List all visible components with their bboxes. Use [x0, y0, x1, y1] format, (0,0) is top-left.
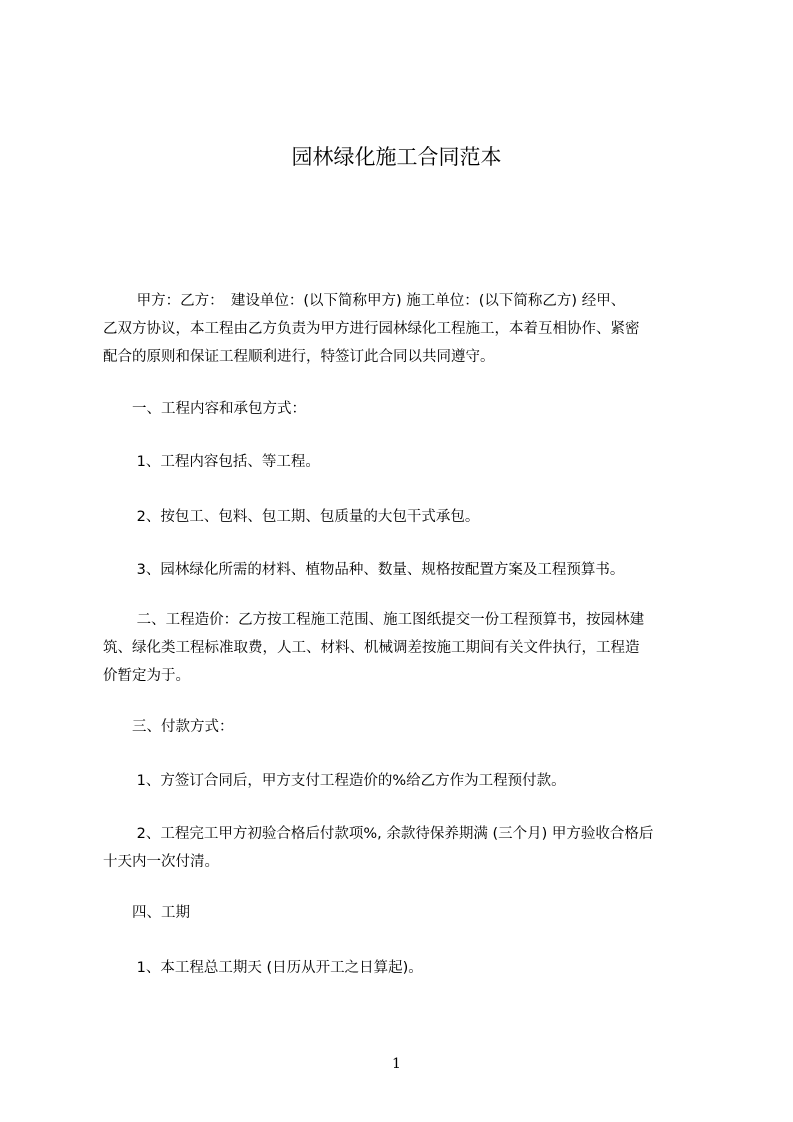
paragraph-line: 甲方：乙方： 建设单位：(以下简称甲方) 施工单位：(以下简称乙方) 经甲、 [103, 293, 626, 309]
paragraph-line: 二、工程造价：乙方按工程施工范围、施工图纸提交一份工程预算书，按园林建 [103, 612, 645, 628]
paragraph-line: 价暂定为于。 [103, 668, 190, 684]
clause-1-3 [103, 556, 713, 584]
clause-text: 1、工程内容包括、等工程。 [103, 454, 320, 470]
clause-1-2 [103, 503, 713, 531]
clause-3-2 [103, 820, 713, 876]
paragraph-parties [103, 287, 713, 371]
section-heading: 四、工期 [103, 905, 190, 921]
clause-text: 2、按包工、包料、包工期、包质量的大包干式承包。 [103, 509, 480, 525]
section-cost [103, 606, 713, 690]
clause-text: 1、本工程总工期天 (日历从开工之日算起)。 [103, 960, 423, 976]
document-title: 园林绿化施工合同范本 [291, 145, 502, 169]
clause-4-1 [103, 954, 713, 982]
paragraph-line: 2、工程完工甲方初验合格后付款项%, 余款待保养期满 (三个月) 甲方验收合格后 [103, 826, 654, 842]
page-number: 1 [392, 1056, 401, 1072]
section-heading-schedule [103, 899, 713, 927]
paragraph-line: 配合的原则和保证工程顺利进行，特签订此合同以共同遵守。 [103, 349, 495, 365]
clause-1-1 [103, 448, 713, 476]
paragraph-line: 乙双方协议，本工程由乙方负责为甲方进行园林绿化工程施工，本着互相协作、紧密 [103, 321, 640, 337]
clause-text: 1、方签订合同后，甲方支付工程造价的%给乙方作为工程预付款。 [103, 773, 566, 789]
section-heading: 三、付款方式： [103, 719, 234, 735]
clause-text: 3、园林绿化所需的材料、植物品种、数量、规格按配置方案及工程预算书。 [103, 562, 625, 578]
clause-3-1 [103, 767, 713, 795]
paragraph-line: 筑、绿化类工程标准取费，人工、材料、机械调差按施工期间有关文件执行，工程造 [103, 640, 640, 656]
paragraph-line: 十天内一次付清。 [103, 854, 219, 870]
section-heading-scope [103, 395, 713, 423]
section-heading-payment [103, 713, 713, 741]
section-heading: 一、工程内容和承包方式： [103, 401, 306, 417]
